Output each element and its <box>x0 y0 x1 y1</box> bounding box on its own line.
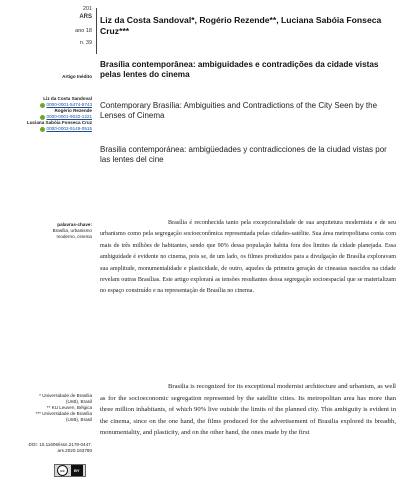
cc-license-badge[interactable] <box>54 464 86 477</box>
affiliation-line: ** KU Leuven, Bélgica <box>46 405 92 410</box>
sidebar-author-name: Luciana Sabóia Fonseca Cruz <box>26 120 92 125</box>
page-number: 201 <box>82 6 92 12</box>
journal-issue: n. 39 <box>79 40 92 46</box>
journal-year: ano 18 <box>75 28 92 34</box>
header-divider-line <box>96 8 97 54</box>
keyword-line: Brasília, urbanismo <box>52 228 92 233</box>
journal-name: ARS <box>79 14 92 20</box>
title-portuguese: Brasília contemporânea: ambiguidades e contradições da cidade vistas pelas lentes do cinema <box>100 60 379 79</box>
abstract-english: Brasilia is recognized for its exceptional modernist architecture and urbanism, as well as for the socioeconomic segregation represented by the satellite cities. Its metropolitan area has more than three million inhabitants, of which 90% live outside the limits of the planned city. This ambiguity is evident in the cinema, since on the one hand, the films produced for the advertisement of Brasilia explored its breadth, monumentality, and plasticity, and on the other hand, the ones made by the first <box>100 383 396 437</box>
keywords-block <box>0 222 92 240</box>
orcid-icon <box>40 103 45 108</box>
creative-commons-icon: cc <box>57 465 68 476</box>
keywords-label: palavras-chave: <box>57 222 92 227</box>
article-type: Artigo Inédito <box>62 74 92 79</box>
keyword-line: moderno, cinema <box>56 234 92 239</box>
article-column <box>100 0 396 501</box>
orcid-link[interactable]: 0000-0001-9032-1221 <box>0 114 92 120</box>
article-authors: Liz da Costa Sandoval*, Rogério Rezende**, Luciana Sabóia Fonseca Cruz*** <box>100 15 382 36</box>
orcid-icon <box>40 127 45 132</box>
doi-line: ars.2020.163780 <box>57 448 92 453</box>
affiliation-line: *** Universidade de Brasília <box>35 411 92 416</box>
affiliation-line: (UnB), Brasil <box>65 399 92 404</box>
affiliation-line: * Universidade de Brasília <box>39 393 92 398</box>
orcid-link[interactable]: 0000-0002-9149-0515 <box>0 126 92 132</box>
orcid-icon <box>40 115 45 120</box>
cc-by-label: BY <box>71 465 83 476</box>
author-orcid-list <box>0 96 92 132</box>
sidebar-author-name: Rogério Rezende <box>54 108 92 113</box>
abstract-portuguese: Brasília é reconhecida tanto pela excepcionalidade de sua arquitetura modernista e de seu urbanismo como pela segregação socioeconômica representada pelas cidades-satélite. Sua área metropolitana conta com mais de três milhões de habitantes, sendo que 90% dessa população habita fora dos limites da cidade planejada. Essa ambiguidade é evidente no cinema, pois se, de um lado, os filmes produzidos para a divulgação de Brasília exploravam sua amplitude, monumentalidade e plasticidade, de outro, aqueles da primeira geração de cineastas nascidos na cidade revelam outras Brasílias. Este artigo explorará as tensões resultantes dessa segregação socioespacial que se materializam no espaço construído e na representação de Brasília no cinema. <box>100 220 396 295</box>
affiliation-line: (UnB), Brasil <box>65 417 92 422</box>
sidebar-author-name: Liz da Costa Sandoval <box>43 96 92 101</box>
title-english: Contemporary Brasília: Ambiguities and Contradictions of the City Seen by the Lenses of Cinema <box>100 101 378 120</box>
orcid-link[interactable]: 0000-0001-5474-5743 <box>0 102 92 108</box>
left-sidebar <box>0 0 92 501</box>
title-spanish: Brasilia contemporánea: ambigüedades y contradicciones de la ciudad vistas por las lentes del cine <box>100 145 387 164</box>
doi-line: DOI: 10.11606/issn.2178-0447. <box>28 442 92 447</box>
affiliations-block <box>0 393 92 423</box>
doi-block[interactable] <box>0 442 92 454</box>
